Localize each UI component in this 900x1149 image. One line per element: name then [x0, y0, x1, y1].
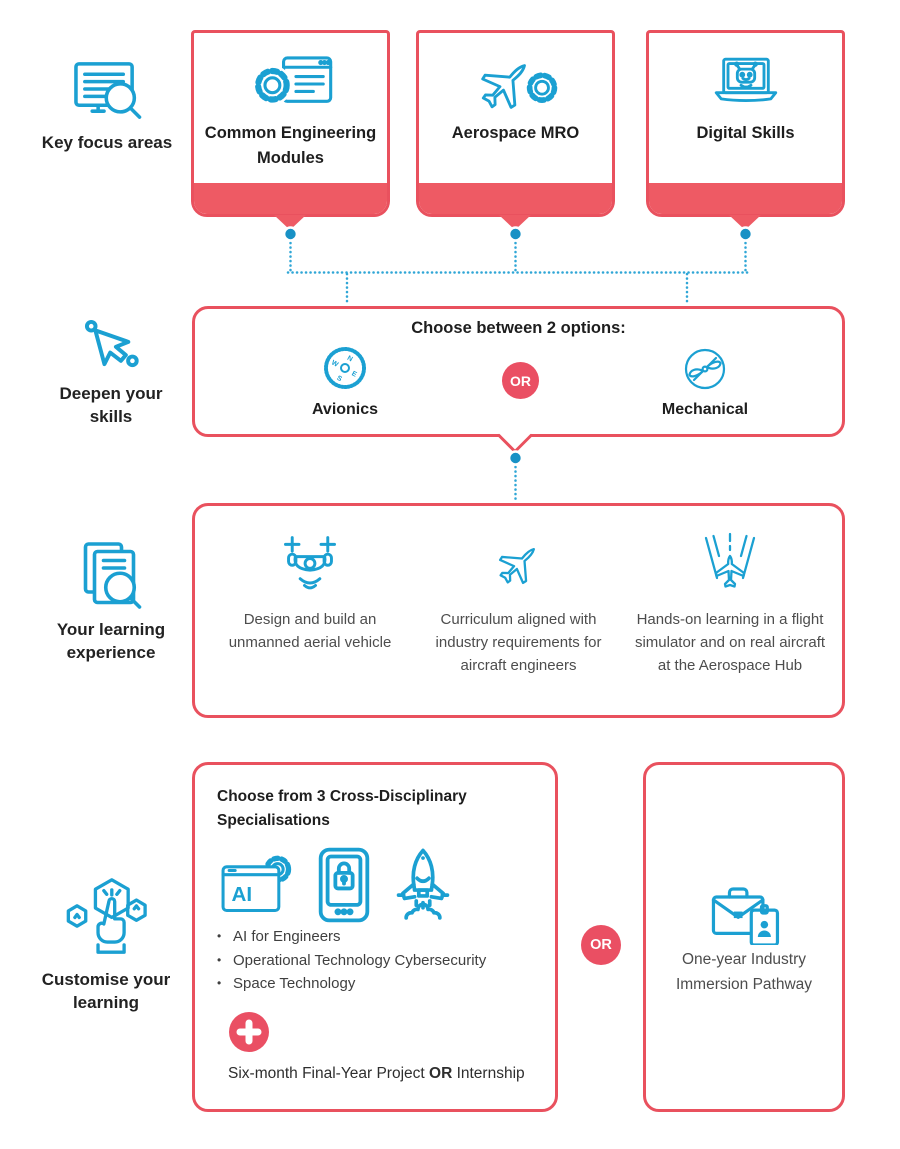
- experience-text: Curriculum aligned with industry requirements for aircraft engineers: [435, 611, 602, 674]
- card-red-band: [419, 183, 612, 214]
- experience-text: Hands-on learning in a flight simulator and on real aircraft at the Aerospace Hub: [634, 611, 826, 674]
- rail-label: Customise your learning: [41, 970, 171, 1012]
- rail-key-focus: [28, 55, 186, 154]
- deepen-skills-box: [192, 306, 845, 437]
- deepen-heading: Choose between 2 options:: [411, 319, 626, 337]
- list-item: • AI for Engineers: [216, 925, 546, 949]
- rail-experience: [36, 538, 186, 664]
- card-red-band: [649, 183, 842, 214]
- cursor-nodes-icon: [80, 318, 142, 374]
- notch-border: [499, 436, 531, 452]
- card-tail: [729, 215, 761, 230]
- plus-note: Six-month Final-Year Project OR Internship: [228, 1065, 525, 1082]
- compass-icon: [318, 341, 372, 395]
- card-common-engineering: [191, 30, 390, 217]
- card-title: Common Engineering Modules: [204, 124, 377, 167]
- rail-label: Key focus areas: [41, 133, 173, 152]
- option-label: Avionics: [311, 401, 379, 418]
- or-badge: [502, 362, 539, 399]
- rail-deepen: [36, 318, 186, 428]
- rail-label: Your learning experience: [56, 620, 166, 662]
- or-label: OR: [590, 937, 612, 953]
- specialisations-box: [192, 762, 558, 1112]
- option-label: Mechanical: [661, 401, 749, 418]
- plus-icon: [229, 1012, 269, 1052]
- gear-browser-icon: [194, 53, 387, 115]
- svg-text:W: W: [330, 359, 340, 369]
- rocket-icon: [391, 847, 455, 923]
- specialisation-list: [216, 925, 546, 996]
- ai-browser-icon: [217, 853, 297, 917]
- industry-immersion-box: [643, 762, 845, 1112]
- learning-experience-box: [192, 503, 845, 718]
- card-title: Digital Skills: [696, 124, 795, 142]
- option-mechanical: [625, 343, 785, 419]
- junction-dot: [509, 452, 522, 465]
- experience-item-uav: [225, 528, 395, 654]
- experience-item-simulator: [631, 528, 829, 677]
- list-item: • Space Technology: [216, 972, 546, 996]
- card-digital-skills: [646, 30, 845, 217]
- specialisation-icons-row: [217, 845, 455, 925]
- svg-text:AI: AI: [231, 882, 253, 906]
- cybersecurity-tablet-icon: [315, 847, 373, 923]
- card-aerospace-mro: [416, 30, 615, 217]
- rail-label: Deepen your skills: [59, 384, 163, 426]
- experience-item-curriculum: [421, 528, 616, 677]
- svg-text:E: E: [350, 370, 358, 379]
- card-red-band: [194, 183, 387, 214]
- laptop-robot-icon: [649, 53, 842, 115]
- svg-text:N: N: [345, 354, 354, 364]
- plane-gear-icon: [419, 53, 612, 115]
- specialisations-heading: Choose from 3 Cross-Disciplinary Specialisations: [217, 788, 467, 829]
- or-badge: [581, 925, 621, 965]
- option-avionics: [265, 341, 425, 419]
- airplane-icon: [486, 528, 552, 600]
- experience-text: Design and build an unmanned aerial vehicle: [228, 611, 392, 651]
- briefcase-badge-icon: [646, 881, 842, 945]
- card-title: Aerospace MRO: [451, 124, 580, 142]
- industry-immersion-label: One-year Industry Immersion Pathway: [675, 951, 813, 993]
- landing-plane-icon: [697, 528, 763, 600]
- or-label: OR: [510, 372, 531, 389]
- hand-hexagons-icon: [64, 872, 148, 960]
- rail-customise: [26, 872, 186, 1014]
- card-tail: [274, 215, 306, 230]
- screen-magnifier-icon: [68, 55, 146, 123]
- svg-text:S: S: [335, 374, 343, 384]
- card-tail: [499, 215, 531, 230]
- list-item: • Operational Technology Cybersecurity: [216, 949, 546, 973]
- documents-magnifier-icon: [78, 538, 144, 610]
- propeller-icon: [679, 343, 731, 395]
- drone-icon: [272, 528, 348, 600]
